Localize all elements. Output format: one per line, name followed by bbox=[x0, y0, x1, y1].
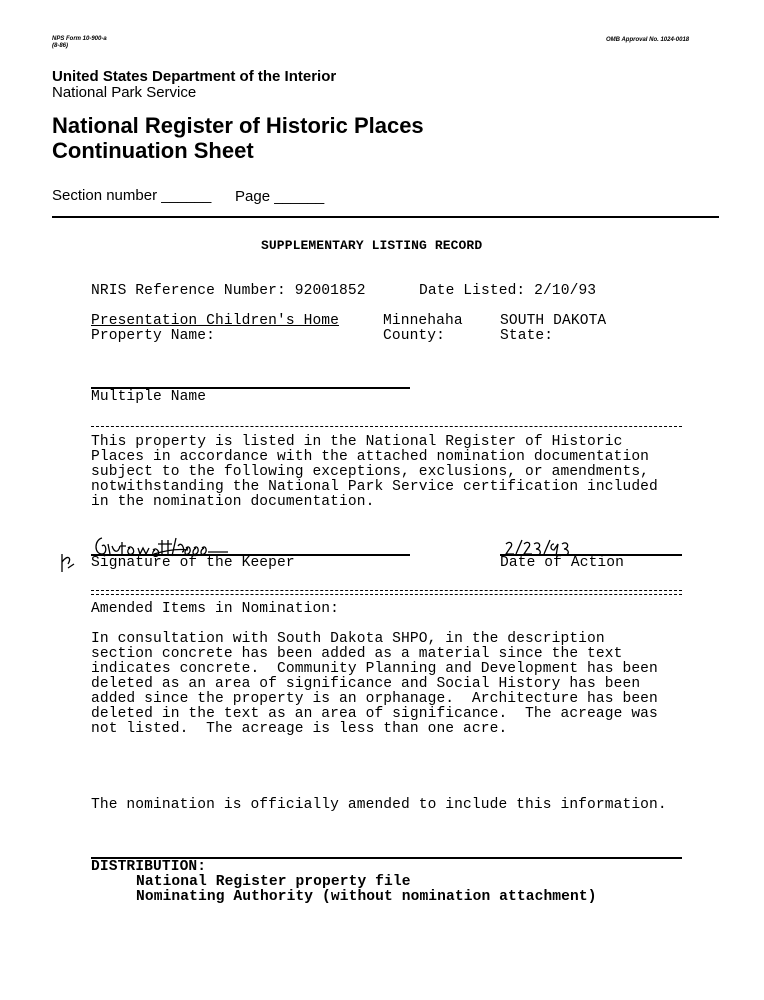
property-name-label: Property Name: bbox=[91, 328, 216, 344]
conclusion-line: The nomination is officially amended to include this information. bbox=[91, 797, 667, 813]
statement-line: subject to the following exceptions, exclusions, or amendments, bbox=[91, 464, 650, 480]
amended-line: not listed. The acreage is less than one acre. bbox=[91, 721, 508, 737]
dashed-separator bbox=[91, 426, 682, 427]
county-label: County: bbox=[383, 328, 446, 344]
form-title: National Register of Historic Places bbox=[52, 113, 424, 138]
signature-label: Signature of the Keeper bbox=[91, 555, 295, 571]
record-heading: SUPPLEMENTARY LISTING RECORD bbox=[261, 238, 483, 253]
amended-line: section concrete has been added as a material since the text bbox=[91, 646, 623, 662]
amended-heading: Amended Items in Nomination: bbox=[91, 601, 340, 617]
form-revision: (8-86) bbox=[52, 43, 69, 49]
action-date-label: Date of Action bbox=[500, 555, 625, 571]
county-value: Minnehaha bbox=[383, 313, 463, 329]
amended-line: indicates concrete. Community Planning and Development has been bbox=[91, 661, 658, 677]
distribution-item: Nominating Authority (without nomination attachment) bbox=[136, 889, 597, 905]
header-rule bbox=[52, 216, 719, 218]
state-value: SOUTH DAKOTA bbox=[500, 313, 607, 329]
page-field: Page ______ bbox=[235, 188, 325, 205]
amended-line: added since the property is an orphanage. Architecture has been bbox=[91, 691, 658, 707]
state-label: State: bbox=[500, 328, 554, 344]
service-name: National Park Service bbox=[52, 84, 197, 101]
section-number-field: Section number ______ bbox=[52, 187, 212, 204]
statement-line: Places in accordance with the attached nomination documentation bbox=[91, 449, 650, 465]
amended-line: deleted in the text as an area of significance. The acreage was bbox=[91, 706, 658, 722]
property-name-value: Presentation Children's Home bbox=[91, 313, 340, 329]
double-separator bbox=[91, 590, 682, 595]
multiple-name-label: Multiple Name bbox=[91, 389, 207, 405]
omb-approval: OMB Approval No. 1024-0018 bbox=[606, 37, 690, 43]
date-listed: Date Listed: 2/10/93 bbox=[419, 283, 597, 299]
statement-line: notwithstanding the National Park Service certification included bbox=[91, 479, 658, 495]
form-subtitle: Continuation Sheet bbox=[52, 138, 254, 163]
statement-line: in the nomination documentation. bbox=[91, 494, 375, 510]
nris-reference: NRIS Reference Number: 92001852 bbox=[91, 283, 366, 299]
amended-line: deleted as an area of significance and Social History has been bbox=[91, 676, 641, 692]
form-number: NPS Form 10-900-a bbox=[52, 36, 107, 42]
department-name: United States Department of the Interior bbox=[52, 68, 337, 85]
amended-line: In consultation with South Dakota SHPO, in the description bbox=[91, 631, 605, 647]
statement-line: This property is listed in the National Register of Historic bbox=[91, 434, 623, 450]
distribution-item: National Register property file bbox=[136, 874, 411, 890]
distribution-heading: DISTRIBUTION: bbox=[91, 859, 207, 875]
